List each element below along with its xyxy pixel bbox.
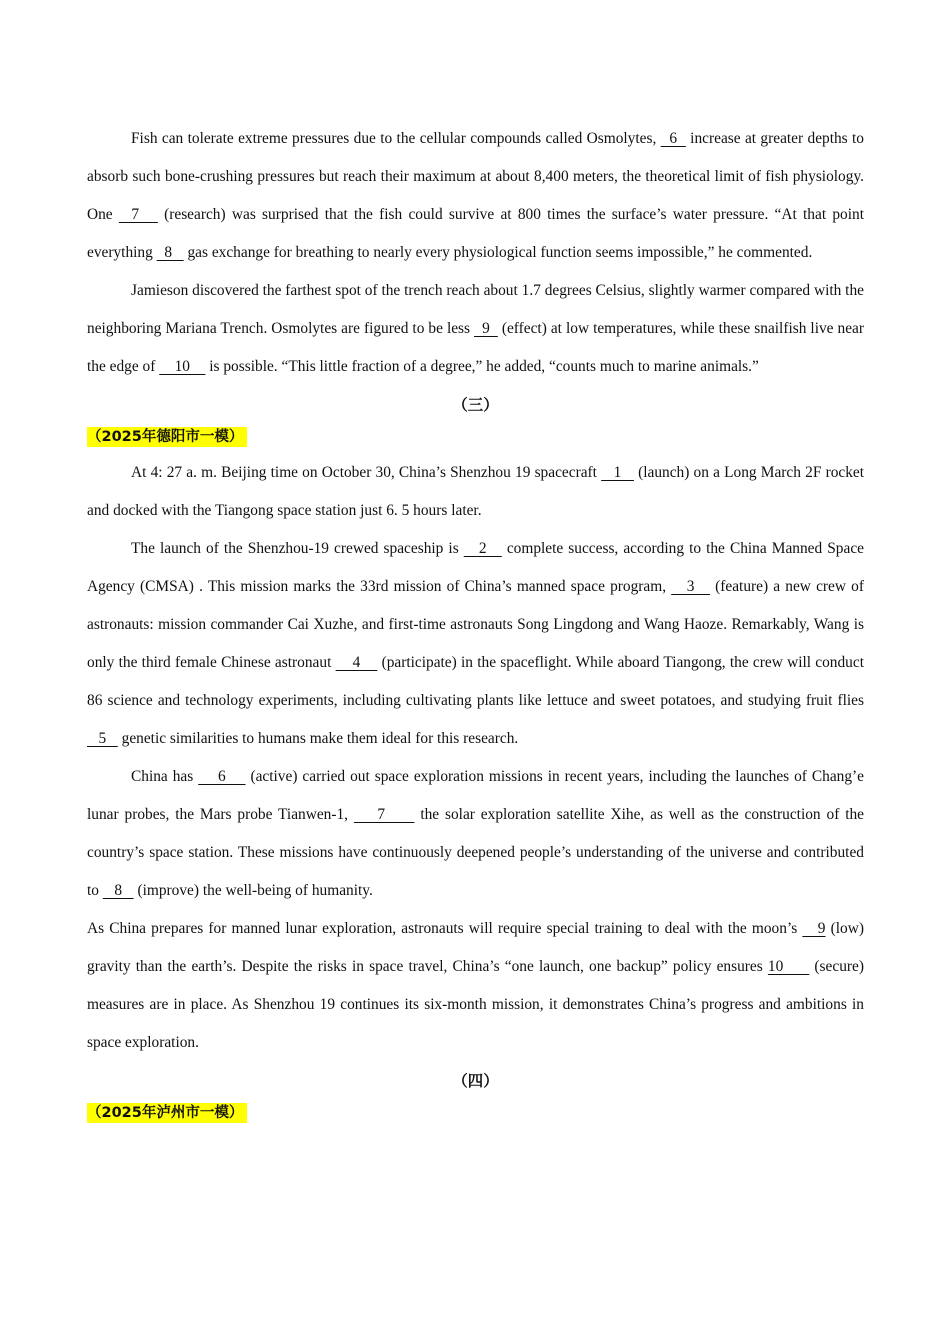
blank-3[interactable]: 3	[671, 578, 710, 595]
text-span: (effect) at low temperatures, while these snailfish live near the edge of	[87, 320, 865, 375]
paragraph-osmolytes	[87, 120, 864, 272]
paragraph-jamieson	[87, 272, 864, 386]
paragraph-crewed-spaceship	[87, 530, 864, 758]
text-span: genetic similarities to humans make them ideal for this research.	[117, 730, 519, 747]
source-tag-row	[87, 1098, 864, 1130]
text-span: As China prepares for manned lunar exploration, astronauts will require special training to deal with the moon’s	[87, 920, 803, 937]
blank-2[interactable]: 2	[463, 540, 502, 557]
text-span: China has	[131, 768, 199, 785]
blank-10[interactable]: 10	[159, 358, 206, 375]
blank-9[interactable]: 9	[802, 920, 826, 937]
text-span: (improve) the well-being of humanity.	[133, 882, 373, 899]
section-title-3: （三）	[452, 396, 499, 414]
source-tag-row	[87, 422, 864, 454]
paragraph-shenzhou-launch	[87, 454, 864, 530]
text-span: the solar exploration satellite Xihe, as well as the construction of the country’s space station. These missions have continuously deepened people’s understanding of the universe and contributed to	[87, 806, 864, 899]
text-span: increase at greater depths to absorb such bone-crushing pressures but reach their maximum at about 8,400 meters, the theoretical limit of fish physiology. One	[87, 130, 865, 223]
text-span: (launch) on a Long March 2F rocket and docked with the Tiangong space station just 6. 5 hours later.	[87, 464, 865, 519]
text-span: Jamieson discovered the farthest spot of the trench reach about 1.7 degrees Celsius, slightly warmer compared with the neighboring Mariana Trench. Osmolytes are figured to be less	[87, 282, 864, 337]
blank-8[interactable]: 8	[156, 244, 184, 261]
source-tag-luzhou: （2025年泸州市一模）	[87, 1103, 247, 1123]
blank-10[interactable]: 10	[767, 958, 810, 975]
source-tag-deyang: （2025年德阳市一模）	[87, 427, 247, 447]
section-title-4: （四）	[452, 1072, 499, 1090]
text-span: (research) was surprised that the fish could survive at 800 times the surface’s water pressure. “At that point everything	[87, 206, 864, 261]
text-span: (active) carried out space exploration missions in recent years, including the launches of Chang’e lunar probes, the Mars probe Tianwen-1,	[87, 768, 864, 823]
blank-7[interactable]: 7	[353, 806, 415, 823]
blank-6[interactable]: 6	[660, 130, 686, 147]
text-span: gas exchange for breathing to nearly every physiological function seems impossible,” he commented.	[183, 244, 813, 261]
text-span: At 4: 27 a. m. Beijing time on October 30, China’s Shenzhou 19 spacecraft	[131, 464, 602, 481]
text-span: complete success, according to the China Manned Space Agency (CMSA) . This mission marks the 33rd mission of China’s manned space program,	[87, 540, 864, 595]
text-span: (feature) a new crew of astronauts: mission commander Cai Xuzhe, and first-time astronauts Song Lingdong and Wang Haoze. Remarkably, Wang is only the third female Chinese astronaut	[87, 578, 864, 671]
blank-9[interactable]: 9	[474, 320, 498, 337]
document-page	[87, 120, 864, 1130]
blank-1[interactable]: 1	[601, 464, 634, 481]
text-span: (secure) measures are in place. As Shenzhou 19 continues its six-month mission, it demonstrates China’s progress and ambitions in space exploration.	[87, 958, 864, 1051]
blank-6[interactable]: 6	[198, 768, 246, 785]
text-span: The launch of the Shenzhou-19 crewed spaceship is	[131, 540, 464, 557]
paragraph-space-exploration	[87, 758, 864, 910]
paragraph-lunar-exploration	[87, 910, 864, 1062]
blank-8[interactable]: 8	[102, 882, 134, 899]
text-span: (participate) in the spaceflight. While aboard Tiangong, the crew will conduct 86 science and technology experiments, including cultivating plants like lettuce and sweet potatoes, and studying fruit flies	[87, 654, 864, 709]
blank-5[interactable]: 5	[87, 730, 118, 747]
text-span: (low) gravity than the earth’s. Despite the risks in space travel, China’s “one launch, one backup” policy ensures	[87, 920, 864, 975]
text-span: is possible. “This little fraction of a degree,” he added, “counts much to marine animals.”	[205, 358, 759, 375]
text-span: Fish can tolerate extreme pressures due to the cellular compounds called Osmolytes,	[131, 130, 661, 147]
blank-4[interactable]: 4	[335, 654, 378, 671]
blank-7[interactable]: 7	[118, 206, 158, 223]
